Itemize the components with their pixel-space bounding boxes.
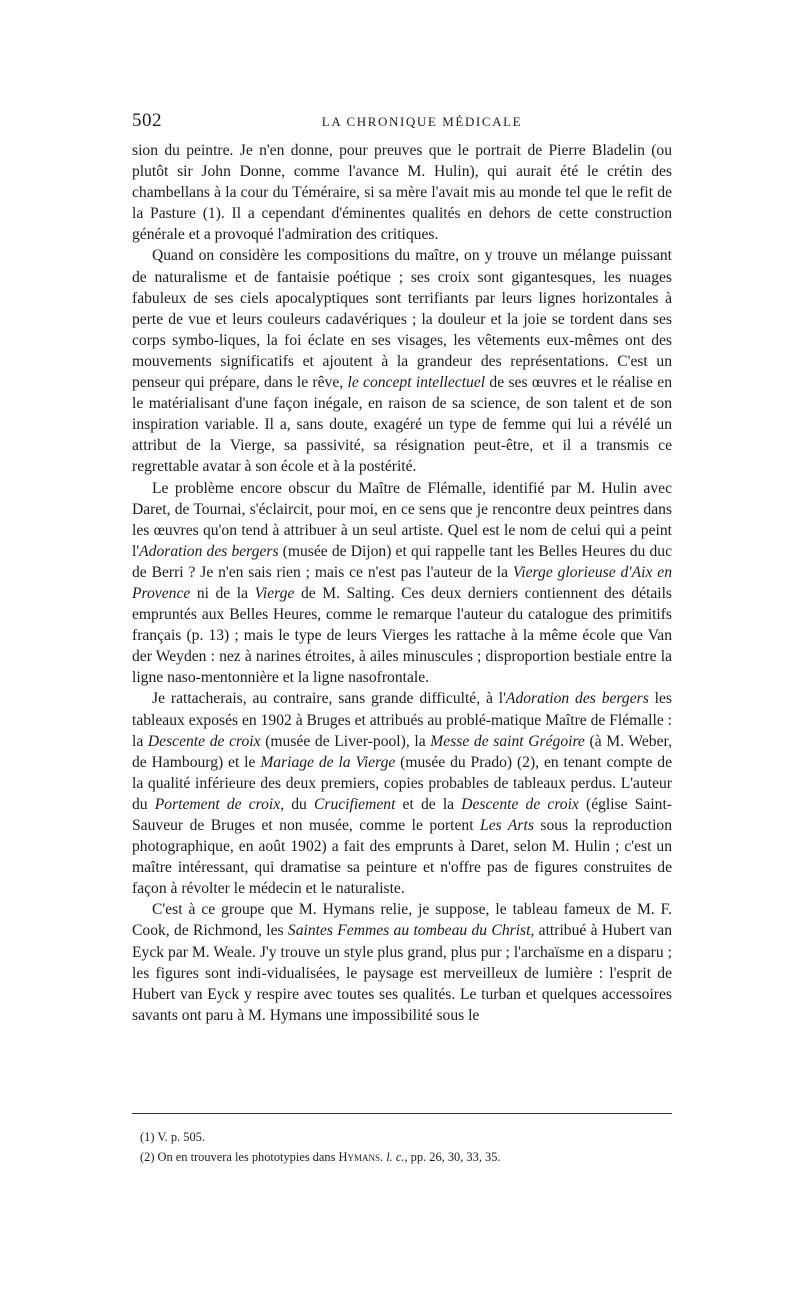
text-run: .: [380, 1150, 387, 1164]
text-run: , attribué à Hubert van Eyck par M. Weale. J'y trouve un style plus grand, plus pur ; l'archaïsme en a disparu ; les figures sont indi-vidualisées, le paysage est merveilleux de lumière : l'esprit de Hubert van Eyck y respire avec toutes ses qualités. Le turban et quelques accessoires savants ont paru à M. Hymans une impossibilité sous le: [132, 922, 673, 1024]
text-run: (à M. Weber, de Hambourg) et le: [132, 732, 672, 771]
paragraph: [132, 478, 672, 689]
italic-title: Adoration des bergers: [139, 542, 279, 560]
text-run: Je rattacherais, au contraire, sans grande difficulté, à l': [152, 690, 506, 708]
text-run: (musée de Liver-pool), la: [260, 732, 431, 750]
text-run: et de la: [395, 795, 462, 813]
page-header: [132, 110, 672, 136]
italic-title: Mariage de la Vierge: [260, 753, 396, 771]
text-run: (2) On en trouvera les phototypies dans: [140, 1150, 339, 1164]
running-head: LA CHRONIQUE MÉDICALE: [321, 114, 523, 129]
text-run: (musée de Dijon) et qui rappelle tant les Belles Heures du duc de Berri ? Je n'en sais rien ; mais ce n'est pas l'auteur de la: [132, 542, 673, 581]
text-run: C'est à ce groupe que M. Hymans relie, je suppose, le tableau fameux de M. F. Cook, de Richmond, les: [132, 901, 672, 940]
text-run: les tableaux exposés en 1902 à Bruges et attribués au problé-matique Maître de Flémalle : la: [132, 690, 672, 750]
body-text: [132, 140, 672, 1026]
italic-title: Descente de croix: [461, 795, 579, 813]
text-run: Quand on considère les compositions du maître, on y trouve un mélange puissant de naturalisme et de fantaisie poétique ; ses croix sont gigantesques, les nuages fabuleux de ses ciels apocalyptiques sont terrifiants par leurs lignes horizontales à perte de vue et leurs couleurs cadavériques ; la douleur et la joie se tordent dans ses corps symbo-liques, la foi éclate en ses visages, les vêtements eux-mêmes ont des mouvements significatifs et ajoutent à la grandeur des représentations. C'est un penseur qui prépare, dans le rêve,: [132, 247, 672, 392]
paragraph: [132, 245, 672, 477]
paragraph: [132, 899, 672, 1026]
text-run: ni de la: [190, 584, 255, 602]
text-run: de M. Salting. Ces deux derniers contiennent des détails empruntés aux Belles Heures, comme le remarque l'auteur du catalogue des primitifs français (p. 13) ; mais le type de leurs Vierges les rattache à la même école que Van der Weyden : nez à narines étroites, à ailes minuscules ; disproportion bestiale entre la ligne naso-mentonnière et la ligne nasofrontale.: [132, 584, 672, 687]
footnote-rule: [132, 1113, 672, 1114]
text-run: (1) V. p. 505.: [140, 1130, 205, 1144]
page-number: 502: [132, 110, 162, 131]
paragraph: [132, 140, 672, 245]
italic-title: Saintes Femmes au tombeau du Christ: [287, 922, 531, 940]
italic-title: Vierge: [254, 584, 295, 602]
paragraph: [132, 688, 672, 899]
italic-title: l. c.: [386, 1150, 405, 1164]
footnotes: [132, 1127, 672, 1167]
text-run: sous la reproduction photographique, en août 1902) a fait des emprunts à Daret, selon M. Hulin ; c'est un maître intéressant, qui dramatise sa peinture et n'offre pas de figures construites de façon à révolter le médecin et le naturaliste.: [132, 817, 672, 898]
footnote: [132, 1147, 672, 1167]
text-run: sion du peintre. Je n'en donne, pour preuves que le portrait de Pierre Bladelin (ou plutôt sir John Donne, comme l'avance M. Hulin), qui aurait été le crétin des chambellans à la cour du Téméraire, si sa mère l'avait mis au monde tel que le refit de la Pasture (1). Il a cependant d'éminentes qualités en dehors de cette construction générale et a provoqué l'admiration des critiques.: [132, 142, 672, 244]
italic-title: Les Arts: [480, 817, 534, 834]
italic-title: Crucifiement: [313, 795, 396, 813]
italic-title: Vierge glorieuse d'Aix en Provence: [132, 563, 672, 602]
italic-title: Adoration des bergers: [505, 690, 649, 708]
text-run: Le problème encore obscur du Maître de Flémalle, identifié par M. Hulin avec Daret, de Tournai, s'éclaircit, pour moi, en ce sens que je rencontre deux peintres dans les œuvres qu'on tend à attribuer à un seul artiste. Quel est le nom de celui qui a peint l': [132, 479, 672, 560]
italic-title: le concept intellectuel: [347, 374, 486, 392]
italic-title: Portement de croix: [154, 795, 281, 813]
italic-title: Messe de saint Grégoire: [430, 732, 585, 750]
footnote: [132, 1127, 672, 1147]
text-run: (église Saint-Sauveur de Bruges et non musée, comme le portent: [132, 795, 672, 834]
text-run: de ses œuvres et le réalise en le matérialisant d'une façon inégale, en raison de sa science, de son talent et de son inspiration variable. Il a, sans doute, exagéré un type de femme qui lui a révélé un attribut de la Vierge, sa passivité, sa résignation peut-être, et il a transmis ce regrettable avatar à son école et à la postérité.: [132, 374, 673, 476]
small-caps-name: Hymans: [338, 1150, 381, 1164]
text-run: , pp. 26, 30, 33, 35.: [404, 1150, 501, 1164]
text-run: (musée du Prado) (2), en tenant compte de la qualité inférieure des deux premiers, copies probables de tableaux perdus. L'auteur du: [132, 753, 672, 813]
italic-title: Descente de croix: [147, 732, 261, 750]
text-run: , du: [280, 795, 314, 813]
